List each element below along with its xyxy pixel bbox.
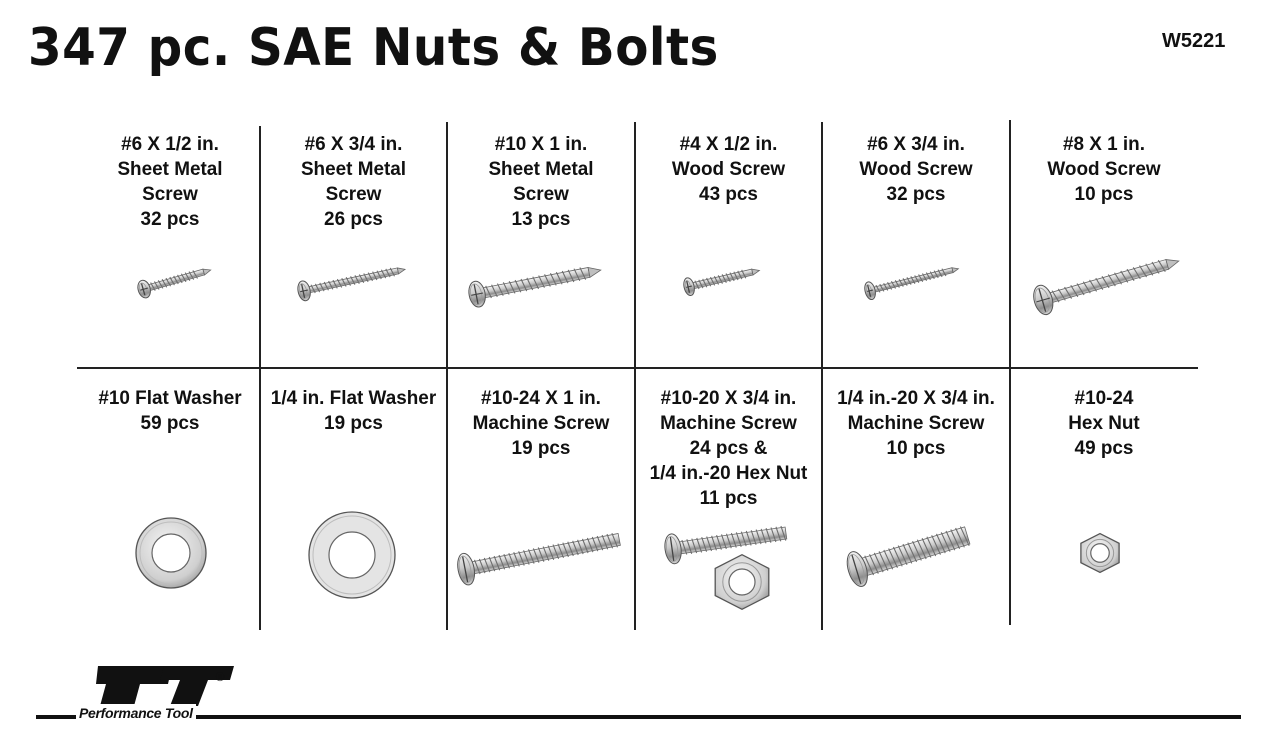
wood-screw-image <box>678 250 768 305</box>
item-4x12-wood-screw <box>635 132 822 207</box>
item-label-line: #10 Flat Washer <box>98 387 242 409</box>
item-label-line: Wood Screw <box>1047 158 1161 180</box>
item-label-line: #10 X 1 in. <box>494 133 588 155</box>
item-10-20x34-machine-screw-and-hex-nut <box>635 386 822 511</box>
part-number: W5221 <box>1162 30 1226 52</box>
wood-screw-image <box>855 250 970 305</box>
sheet-metal-screw-image <box>465 245 605 315</box>
item-count: 32 pcs <box>886 183 946 205</box>
item-label-line: 1/4 in. Flat Washer <box>270 387 437 409</box>
flat-washer-image <box>127 508 217 598</box>
item-count: 10 pcs <box>1074 183 1134 205</box>
item-count: 43 pcs <box>699 183 758 205</box>
item-6x12-sheet-metal-screw <box>77 132 263 232</box>
item-label-line: Sheet Metal <box>488 158 594 180</box>
machine-screw-image <box>840 505 985 600</box>
item-label-line: Machine Screw <box>660 412 797 434</box>
item-10x1-sheet-metal-screw <box>447 132 635 232</box>
hex-nut-image <box>702 550 782 615</box>
hex-nut-image <box>1072 527 1128 579</box>
item-label-line: #6 X 3/4 in. <box>867 133 965 155</box>
item-10-24x1-machine-screw <box>447 386 635 461</box>
item-count: 10 pcs <box>886 437 946 459</box>
item-label-line: Hex Nut <box>1068 412 1140 434</box>
item-count: 26 pcs <box>324 208 383 230</box>
item-label-line: Sheet Metal <box>117 158 223 180</box>
item-count: 13 pcs <box>511 208 571 230</box>
item-count: 49 pcs <box>1074 437 1134 459</box>
item-label-line: #8 X 1 in. <box>1062 133 1145 155</box>
item-6x34-sheet-metal-screw <box>260 132 447 232</box>
item-label-line: #10-24 <box>1074 387 1134 409</box>
item-6x34-wood-screw <box>822 132 1010 207</box>
item-8x1-wood-screw <box>1010 132 1198 207</box>
item-count: 19 pcs <box>511 437 571 459</box>
item-count: 11 pcs <box>699 487 758 509</box>
item-label-line: Sheet Metal <box>300 158 407 180</box>
brand-name: Performance Tool <box>76 704 196 722</box>
sheet-metal-screw-image <box>130 250 220 310</box>
item-count: 59 pcs <box>140 412 200 434</box>
item-label-line: #6 X 1/2 in. <box>121 133 219 155</box>
flat-washer-image <box>302 505 402 605</box>
machine-screw-image <box>452 510 632 600</box>
page-title: 347 pc. SAE Nuts & Bolts <box>28 18 719 78</box>
item-10-flat-washer <box>77 386 263 436</box>
item-label-line: Screw <box>513 183 569 205</box>
item-label-line: #10-24 X 1 in. <box>481 387 601 409</box>
item-label-line: 1/4 in.-20 Hex Nut <box>649 462 808 484</box>
item-label-line: Machine Screw <box>847 412 985 434</box>
item-count: 24 pcs & <box>689 437 768 459</box>
item-label-line: Wood Screw <box>859 158 973 180</box>
wood-screw-image <box>1028 240 1188 320</box>
item-label-line: #10-20 X 3/4 in. <box>660 387 797 409</box>
item-label-line: #4 X 1/2 in. <box>679 133 778 155</box>
item-count: 32 pcs <box>140 208 200 230</box>
item-label-line: Machine Screw <box>472 412 610 434</box>
item-label-line: Screw <box>325 183 382 205</box>
item-label-line: Wood Screw <box>671 158 786 180</box>
item-10-24-hex-nut <box>1010 386 1198 461</box>
item-label-line: Screw <box>142 183 198 205</box>
item-count: 19 pcs <box>324 412 383 434</box>
item-label-line: 1/4 in.-20 X 3/4 in. <box>837 387 995 409</box>
item-14-flat-washer <box>260 386 447 436</box>
registered-mark: ® <box>214 670 226 684</box>
sheet-metal-screw-image <box>290 250 415 310</box>
item-14-20x34-machine-screw <box>822 386 1010 461</box>
item-label-line: #6 X 3/4 in. <box>304 133 403 155</box>
